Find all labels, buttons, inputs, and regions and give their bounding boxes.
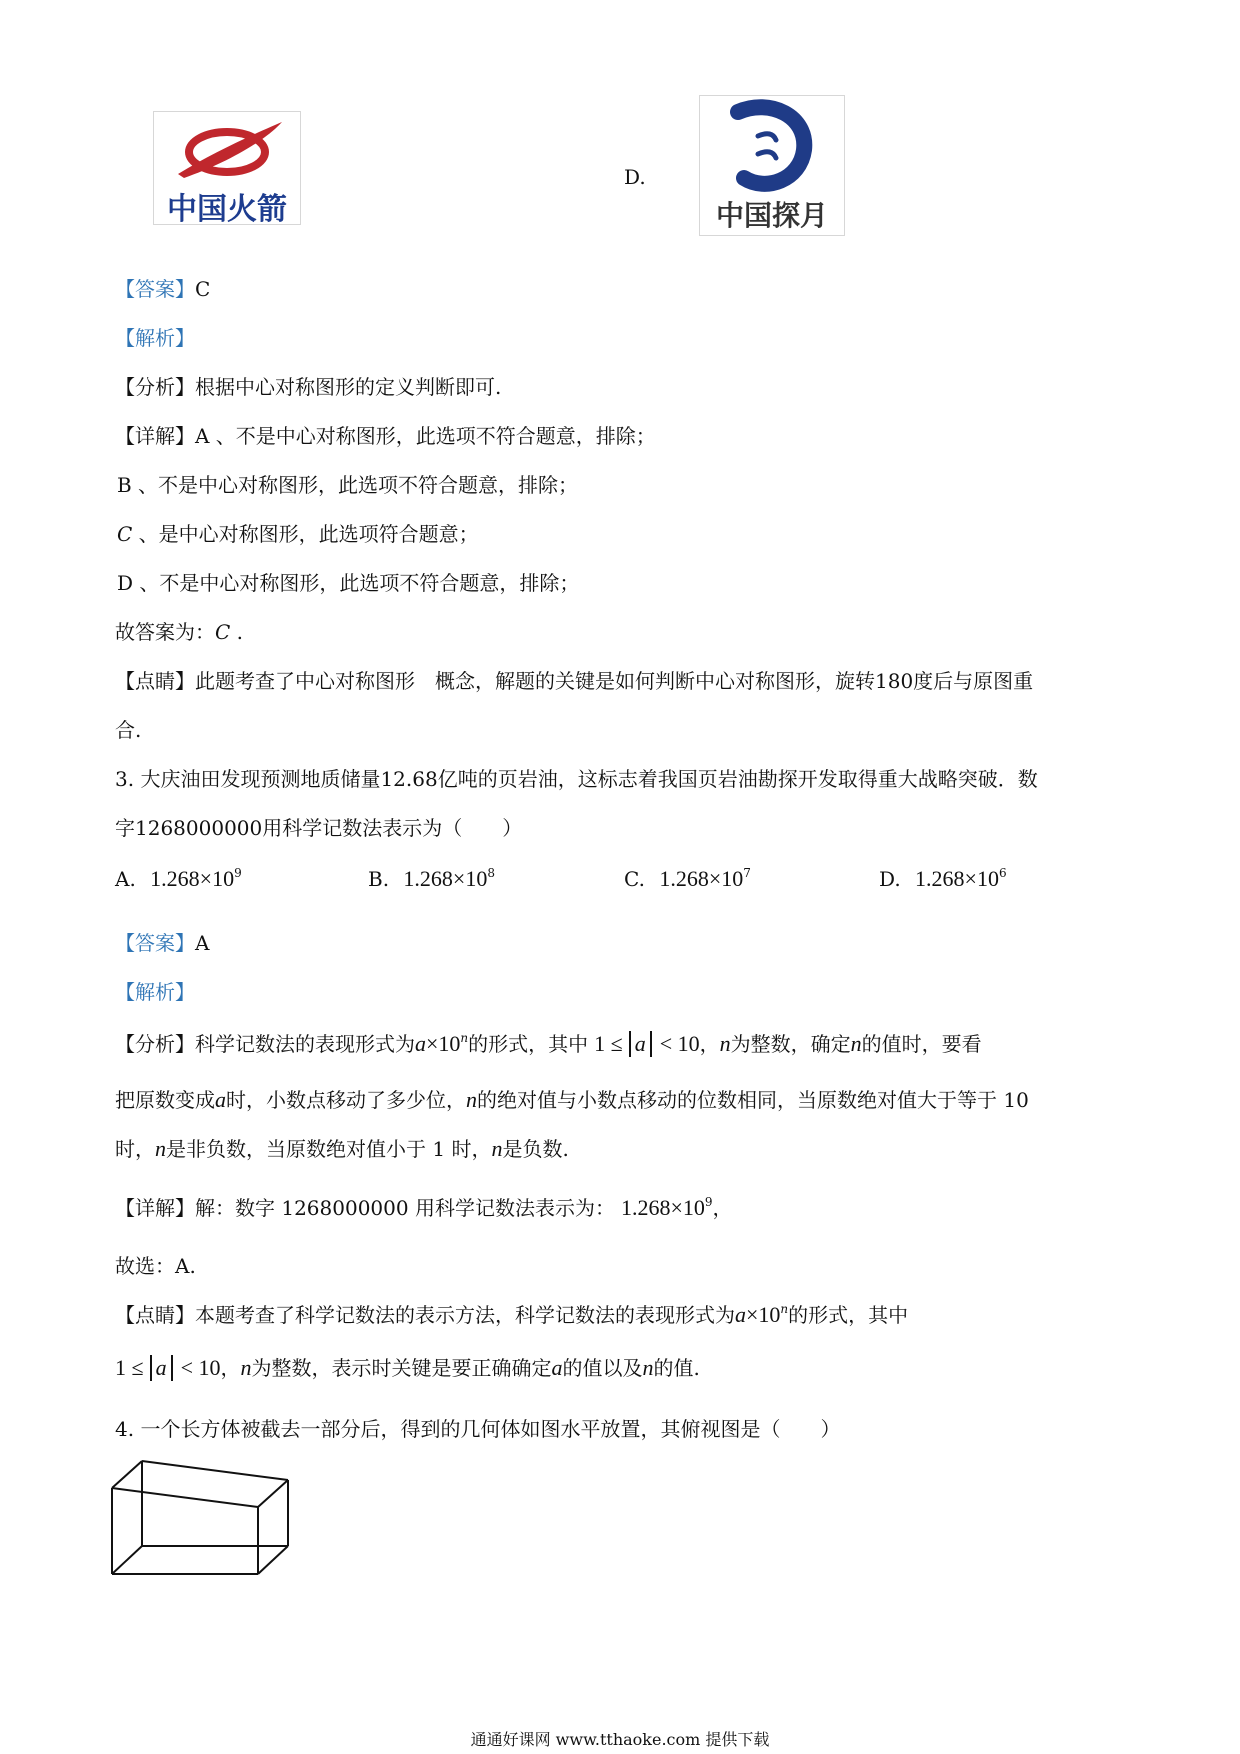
q3-comment-line2 [115, 1352, 700, 1381]
detail-tag: 【详解】 [115, 1196, 195, 1220]
option-exponent: 6 [998, 866, 1007, 880]
q3-answer-line [115, 927, 209, 956]
var-n: n [719, 1031, 731, 1056]
conclusion-post: . [230, 620, 244, 644]
q3-stem-line1: 3. 大庆油田发现预测地质储量12.68亿吨的页岩油，这标志着我国页岩油勘探开发取得重大战略突破．数 [115, 767, 1038, 791]
var-n: n [850, 1031, 862, 1056]
q3-option-c [624, 866, 751, 892]
comment-text: ， [220, 1356, 241, 1380]
q3-option-d [879, 866, 1007, 892]
q2-line-b: B 、不是中心对称图形，此选项不符合题意，排除； [117, 473, 579, 497]
comment-text: 为整数，表示时关键是要正确确定 [251, 1356, 552, 1380]
q3-analysis-line3 [115, 1133, 569, 1162]
analysis-text: 根据中心对称图形的定义判断即可. [195, 375, 502, 399]
option-mantissa: 1.268×10 [403, 866, 488, 891]
q2-comment-line2: 合. [115, 718, 142, 742]
detail-exponent: 9 [704, 1195, 713, 1209]
option-exponent: 7 [743, 866, 751, 880]
ineq-ten: < 10 [180, 1355, 221, 1380]
q2-detail-line [115, 420, 656, 449]
option-exponent: 8 [487, 866, 495, 880]
comment-text: 的形式，其中 [788, 1303, 909, 1327]
detail-mantissa: 1.268×10 [620, 1195, 705, 1220]
cuboid-edge [142, 1461, 288, 1480]
exp-n: n [780, 1302, 789, 1316]
q2-analysis-line [115, 371, 501, 400]
q3-option-a [115, 866, 242, 892]
rocket-logo-text: 中国火箭 [167, 192, 287, 227]
answer-value: C [195, 277, 211, 301]
analysis-text: 科学记数法的表现形式为 [195, 1032, 415, 1056]
cuboid-figure [108, 1458, 298, 1580]
analysis-text: 把原数变成 [115, 1088, 215, 1112]
detail-text: 解：数字 1268000000 用科学记数法表示为： [195, 1196, 615, 1220]
exp-n: n [460, 1031, 469, 1045]
comment-text: 此题考查了中心对称图形 概念，解题的关键是如何判断中心对称图形，旋转180度后与原图重 [195, 669, 1034, 693]
option-label: D. [879, 867, 901, 891]
comment-text: 本题考查了科学记数法的表示方法，科学记数法的表现形式为 [195, 1303, 735, 1327]
q2-comment-line1 [115, 665, 1033, 694]
analysis-text: 为整数，确定 [730, 1032, 851, 1056]
analysis-text: 的绝对值与小数点移动的位数相同，当原数绝对值大于等于 10 [477, 1088, 1029, 1112]
china-lunar-logo [699, 95, 845, 236]
cuboid-edge [258, 1546, 288, 1574]
answer-tag: 【答案】 [115, 931, 195, 955]
ineq-one: 1 ≤ [115, 1355, 144, 1380]
detail-end: ， [712, 1196, 733, 1220]
times-ten: ×10 [746, 1302, 781, 1327]
abs-a: a [150, 1355, 173, 1381]
option-mantissa: 1.268×10 [150, 866, 235, 891]
conclusion-letter: C [215, 620, 231, 644]
option-d-label: D. [624, 165, 646, 189]
analysis-text: 的值时，要看 [861, 1032, 982, 1056]
q3-choice: 故选：A. [115, 1254, 196, 1278]
analysis-text: 时，小数点移动了多少位， [226, 1088, 466, 1112]
q4-stem: 4. 一个长方体被截去一部分后，得到的几何体如图水平放置，其俯视图是（ ） [115, 1417, 841, 1441]
analysis-text: 时， [115, 1137, 155, 1161]
analysis-text: 的形式，其中 [468, 1032, 589, 1056]
q3-stem-line2: 字1268000000用科学记数法表示为（ ） [115, 816, 523, 840]
option-mantissa: 1.268×10 [915, 866, 999, 891]
var-a: a [735, 1302, 746, 1327]
cuboid-edge [258, 1480, 288, 1507]
q3-comment-line1 [115, 1299, 908, 1328]
cuboid-edge [112, 1461, 142, 1488]
var-n: n [155, 1136, 166, 1161]
var-n: n [240, 1355, 252, 1380]
q2-line-c [117, 518, 479, 547]
q3-explain-tag: 【解析】 [115, 980, 195, 1004]
line-c-text: 、是中心对称图形，此选项符合题意； [132, 522, 479, 546]
answer-value: A [195, 931, 210, 955]
cuboid-edge [112, 1488, 258, 1507]
comment-text: 的值以及 [562, 1356, 643, 1380]
var-a: a [415, 1031, 426, 1056]
option-mantissa: 1.268×10 [659, 866, 744, 891]
q3-option-b [368, 866, 495, 892]
option-exponent: 9 [234, 866, 242, 880]
lunar-logo-text: 中国探月 [715, 199, 828, 232]
var-n: n [466, 1087, 477, 1112]
q3-detail-line [115, 1192, 733, 1221]
q2-conclusion [115, 616, 243, 645]
detail-a: A 、不是中心对称图形，此选项不符合题意，排除； [195, 424, 656, 448]
page-footer: 通通好课网 www.tthaoke.com 提供下载 [470, 1730, 770, 1749]
conclusion-pre: 故答案为： [115, 620, 215, 644]
q3-analysis-line2 [115, 1084, 1029, 1113]
analysis-text: ， [699, 1032, 720, 1056]
ineq-ten: < 10 [659, 1031, 700, 1056]
abs-a: a [629, 1031, 652, 1057]
q3-analysis-line1 [115, 1028, 982, 1057]
letter-c: C [117, 522, 133, 546]
ineq-one: 1 ≤ [594, 1031, 623, 1056]
answer-tag: 【答案】 [115, 277, 195, 301]
analysis-tag: 【分析】 [115, 375, 195, 399]
comment-tag: 【点睛】 [115, 1303, 195, 1327]
q2-answer-line [115, 273, 210, 302]
detail-tag: 【详解】 [115, 424, 195, 448]
comment-text: 的值. [653, 1356, 700, 1380]
q2-explain-tag: 【解析】 [115, 326, 195, 350]
comment-tag: 【点睛】 [115, 669, 195, 693]
analysis-tag: 【分析】 [115, 1032, 195, 1056]
analysis-text: 是负数. [502, 1137, 569, 1161]
china-rocket-logo [153, 111, 301, 225]
var-a: a [551, 1355, 563, 1380]
cuboid-edge [112, 1546, 142, 1574]
option-label: A. [115, 867, 136, 891]
q2-line-d: D 、不是中心对称图形，此选项不符合题意，排除； [117, 571, 580, 595]
analysis-text: 是非负数，当原数绝对值小于 1 时， [166, 1137, 492, 1161]
option-label: B. [368, 867, 390, 891]
times-ten: ×10 [426, 1031, 461, 1056]
var-n: n [642, 1355, 654, 1380]
var-a: a [215, 1087, 226, 1112]
var-n: n [491, 1136, 503, 1161]
option-label: C. [624, 867, 645, 891]
